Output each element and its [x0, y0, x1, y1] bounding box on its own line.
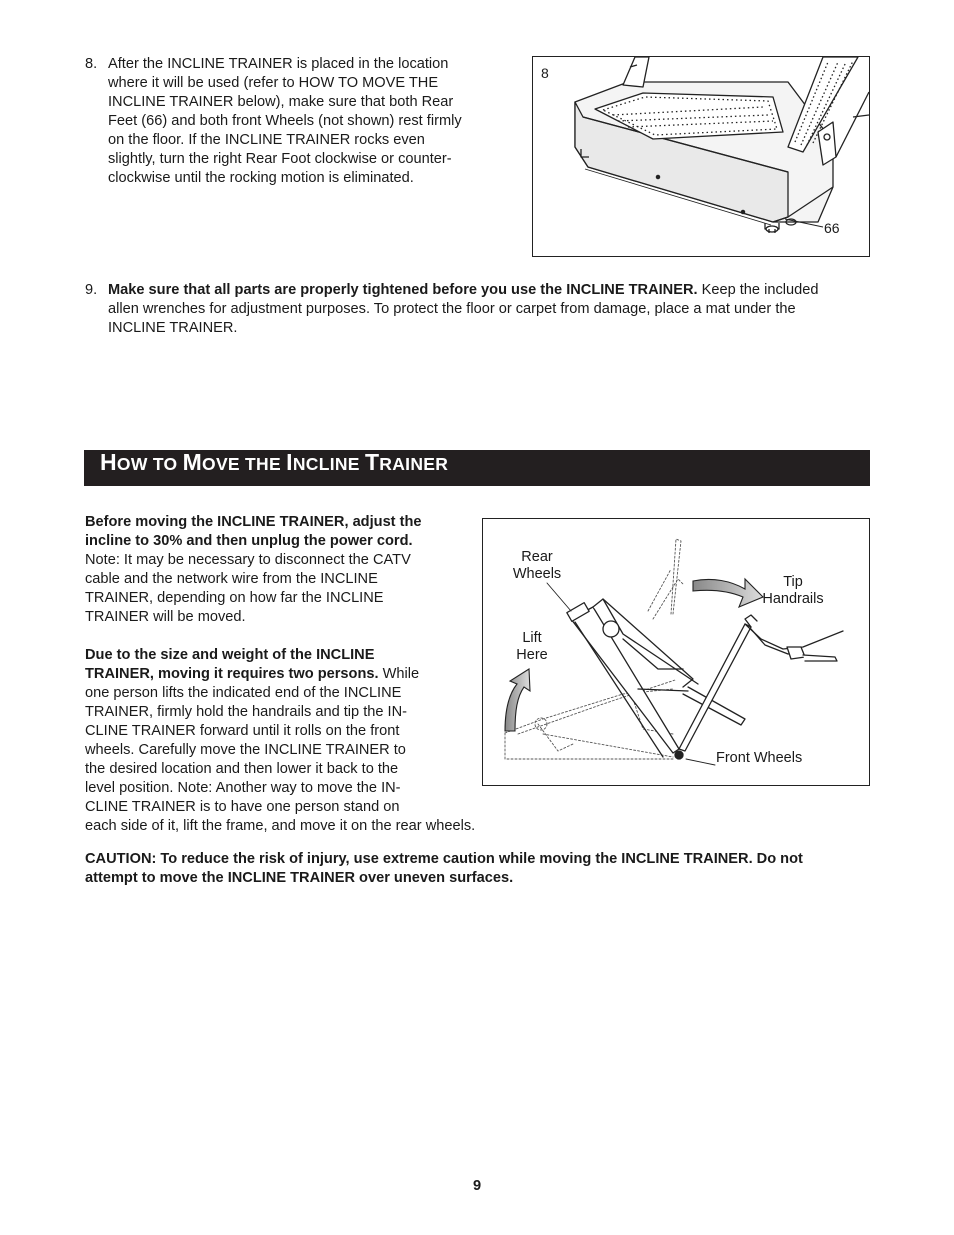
text-line: CLINE TRAINER forward until it rolls on the front [85, 723, 400, 739]
label-line: Rear [521, 549, 553, 565]
text-line: CLINE TRAINER is to have one person stand on [85, 799, 400, 815]
label-line: Tip [783, 574, 803, 590]
section-heading-bar [84, 450, 870, 486]
text-span: Keep the included [697, 282, 819, 298]
step-9-number: 9. [85, 282, 98, 298]
label-line: Here [516, 647, 548, 663]
bold-line: incline to 30% and then unplug the power cord. [85, 533, 413, 549]
bold-instruction: Make sure that all parts are properly tightened before you use the INCLINE TRAINER. [108, 282, 698, 298]
text-line [85, 665, 505, 684]
title-part: H [100, 449, 117, 475]
figure-move-trainer [482, 518, 870, 786]
text-line: TRAINER, depending on how far the INCLINE [85, 590, 384, 606]
text-line: the desired location and then lower it back to the [85, 761, 399, 777]
title-part: M [182, 449, 203, 475]
text-line: TRAINER, firmly hold the handrails and tip the IN- [85, 704, 408, 720]
bold-line: Before moving the INCLINE TRAINER, adjust the [85, 514, 422, 530]
text-line: INCLINE TRAINER. [108, 320, 238, 336]
text-line: CAUTION: To reduce the risk of injury, use extreme caution while moving the INCLINE TRAINER. Do not [85, 851, 803, 867]
label-front-wheels: Front Wheels [716, 750, 803, 766]
step-9-text [108, 281, 878, 338]
text-span: While [378, 666, 420, 682]
title-part: T [364, 449, 380, 475]
label-line: Wheels [512, 566, 562, 582]
bold-line: Due to the size and weight of the INCLINE [85, 647, 375, 663]
text-line [85, 513, 505, 532]
spacer [85, 627, 505, 646]
title-part: OVE THE [202, 454, 287, 474]
text-line: clockwise until the rocking motion is eliminated. [108, 170, 414, 186]
step-8-number: 8. [85, 56, 98, 72]
page-number: 9 [472, 1178, 482, 1194]
figure-number: 8 [541, 65, 549, 81]
title-part: OW TO [116, 454, 183, 474]
label-line: Handrails [762, 591, 824, 607]
text-line [85, 532, 505, 551]
title-part: NCLINE [292, 454, 365, 474]
text-line: one person lifts the indicated end of the INCLINE [85, 685, 402, 701]
section-title [100, 449, 449, 476]
label-line: Lift [522, 630, 542, 646]
text-line: attempt to move the INCLINE TRAINER over uneven surfaces. [85, 870, 514, 886]
title-part: I [286, 449, 293, 475]
text-line: wheels. Carefully move the INCLINE TRAINER to [85, 742, 406, 758]
callout-66: 66 [824, 220, 840, 236]
figure-8-rear-foot [532, 56, 870, 257]
label-rear-wheels [505, 549, 569, 583]
text-line: each side of it, lift the frame, and move it on the rear wheels. [85, 818, 476, 834]
label-lift-here [509, 630, 555, 664]
text-line: slightly, turn the right Rear Foot clockwise or counter- [108, 151, 452, 167]
text-line: TRAINER will be moved. [85, 609, 246, 625]
step-8-text [108, 55, 508, 188]
text-line: level position. Note: Another way to move the IN- [85, 780, 401, 796]
text-line: cable and the network wire from the INCLINE [85, 571, 378, 587]
text-line: INCLINE TRAINER below), make sure that both Rear [108, 94, 454, 110]
text-line: where it will be used (refer to HOW TO MOVE THE [108, 75, 439, 91]
text-line: allen wrenches for adjustment purposes. To protect the floor or carpet from damage, place a mat under the [108, 301, 796, 317]
treadmill-deck-illustration [533, 57, 869, 256]
label-tip-handrails [753, 574, 833, 608]
text-line: on the floor. If the INCLINE TRAINER rocks even [108, 132, 425, 148]
caution-text [85, 850, 875, 888]
text-line: Feet (66) and both front Wheels (not shown) rest firmly [108, 113, 462, 129]
text-line: Note: It may be necessary to disconnect the CATV [85, 552, 411, 568]
bold-line: TRAINER, moving it requires two persons. [85, 666, 379, 682]
text-line [85, 646, 505, 665]
text-line [108, 281, 878, 300]
move-instructions [85, 513, 505, 836]
text-line: After the INCLINE TRAINER is placed in the location [108, 56, 449, 72]
title-part: RAINER [379, 454, 449, 474]
